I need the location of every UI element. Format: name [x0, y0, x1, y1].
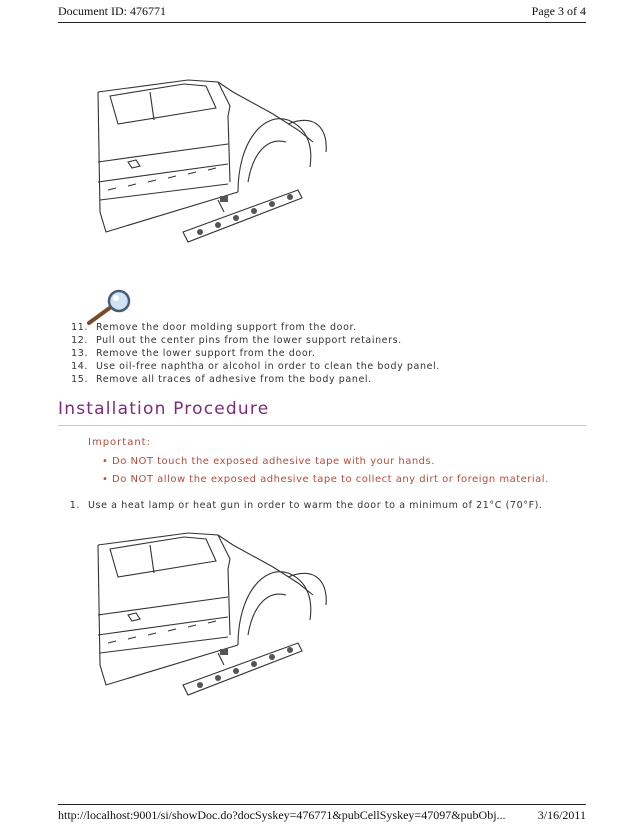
note-item: • Do NOT touch the exposed adhesive tape with your hands.	[102, 453, 549, 471]
heading-rule	[58, 425, 586, 426]
list-item: 15. Remove all traces of adhesive from the body panel.	[71, 374, 372, 385]
bullet-icon: •	[102, 474, 109, 485]
list-item: 14. Use oil-free naphtha or alcohol in order to clean the body panel.	[71, 361, 440, 372]
door-molding-illustration-2	[88, 525, 328, 725]
page-number: Page 3 of 4	[531, 4, 586, 18]
installation-step: 1. Use a heat lamp or heat gun in order to warm the door to a minimum of 21°C (70°F).	[69, 500, 543, 511]
document-id: Document ID: 476771	[58, 4, 166, 18]
bullet-icon: •	[102, 456, 109, 467]
page-footer	[0, 805, 638, 825]
list-item: 13. Remove the lower support from the door.	[71, 348, 316, 359]
door-molding-illustration-1	[88, 72, 328, 272]
page-header	[0, 0, 638, 22]
section-heading: Installation Procedure	[58, 399, 270, 419]
list-item: 11. Remove the door molding support from the door.	[71, 322, 357, 333]
header-rule	[58, 22, 586, 23]
removal-steps-list	[62, 321, 440, 386]
important-label: Important:	[88, 437, 151, 448]
print-date: 3/16/2011	[537, 808, 586, 822]
note-item: • Do NOT allow the exposed adhesive tape to collect any dirt or foreign material.	[102, 471, 549, 489]
list-item: 12. Pull out the center pins from the lower support retainers.	[71, 335, 402, 346]
important-notes	[102, 453, 549, 489]
source-url[interactable]: http://localhost:9001/si/showDoc.do?docSyskey=476771&pubCellSyskey=47097&pubObj...	[58, 808, 506, 822]
